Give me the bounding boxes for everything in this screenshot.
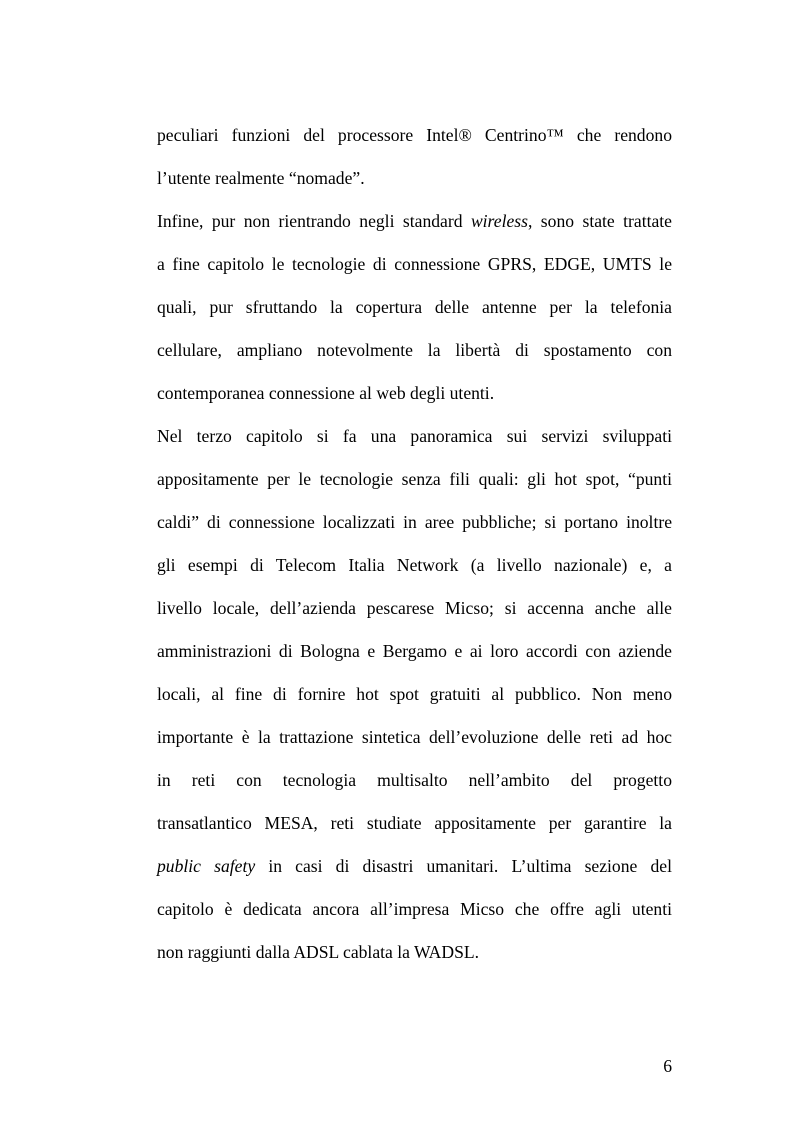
text-run: in casi di disastri umanitari. L’ultima sezione del <box>255 856 672 876</box>
text-run: amministrazioni di Bologna e Bergamo e ai loro accordi con aziende <box>157 641 672 661</box>
text-line <box>157 630 672 673</box>
text-line <box>157 802 672 845</box>
text-run: importante è la trattazione sintetica dell’evoluzione delle reti ad hoc <box>157 727 672 747</box>
italic-term: wireless <box>470 211 528 231</box>
body-text <box>157 114 672 974</box>
text-run: locali, al fine di fornire hot spot gratuiti al pubblico. Non meno <box>157 684 672 704</box>
text-line <box>157 329 672 372</box>
text-line <box>157 501 672 544</box>
text-run: in reti con tecnologia multisalto nell’ambito del progetto <box>157 770 672 790</box>
text-line <box>157 243 672 286</box>
text-run: quali, pur sfruttando la copertura delle antenne per la telefonia <box>157 297 672 317</box>
text-line <box>157 286 672 329</box>
text-run: l’utente realmente “nomade”. <box>157 168 365 188</box>
text-run: capitolo è dedicata ancora all’impresa Micso che offre agli utenti <box>157 899 672 919</box>
text-run: caldi” di connessione localizzati in aree pubbliche; si portano inoltre <box>157 512 672 532</box>
paragraph <box>157 200 672 415</box>
italic-term: public safety <box>157 856 256 876</box>
paragraph <box>157 415 672 974</box>
page-number: 6 <box>663 1056 672 1076</box>
text-run: Infine, pur non rientrando negli standard <box>157 211 471 231</box>
text-line <box>157 544 672 587</box>
text-line <box>157 587 672 630</box>
text-line <box>157 759 672 802</box>
text-line <box>157 200 672 243</box>
text-line <box>157 845 672 888</box>
text-line <box>157 888 672 931</box>
text-line <box>157 716 672 759</box>
text-line <box>157 114 672 157</box>
text-run: non raggiunti dalla ADSL cablata la WADSL. <box>157 942 479 962</box>
text-line <box>157 931 672 974</box>
text-run: livello locale, dell’azienda pescarese Micso; si accenna anche alle <box>157 598 672 618</box>
text-run: gli esempi di Telecom Italia Network (a livello nazionale) e, a <box>157 555 672 575</box>
text-line <box>157 673 672 716</box>
text-line <box>157 415 672 458</box>
text-run: , sono state trattate <box>527 211 672 231</box>
text-line <box>157 458 672 501</box>
text-run: appositamente per le tecnologie senza fili quali: gli hot spot, “punti <box>157 469 672 489</box>
text-line <box>157 157 672 200</box>
text-run: a fine capitolo le tecnologie di connessione GPRS, EDGE, UMTS le <box>157 254 672 274</box>
text-line <box>157 372 672 415</box>
text-run: peculiari funzioni del processore Intel® Centrino™ che rendono <box>157 125 672 145</box>
text-run: transatlantico MESA, reti studiate appositamente per garantire la <box>157 813 672 833</box>
text-run: contemporanea connessione al web degli utenti. <box>157 383 495 403</box>
text-run: cellulare, ampliano notevolmente la libertà di spostamento con <box>157 340 672 360</box>
text-run: Nel terzo capitolo si fa una panoramica sui servizi sviluppati <box>157 426 672 446</box>
paragraph <box>157 114 672 200</box>
